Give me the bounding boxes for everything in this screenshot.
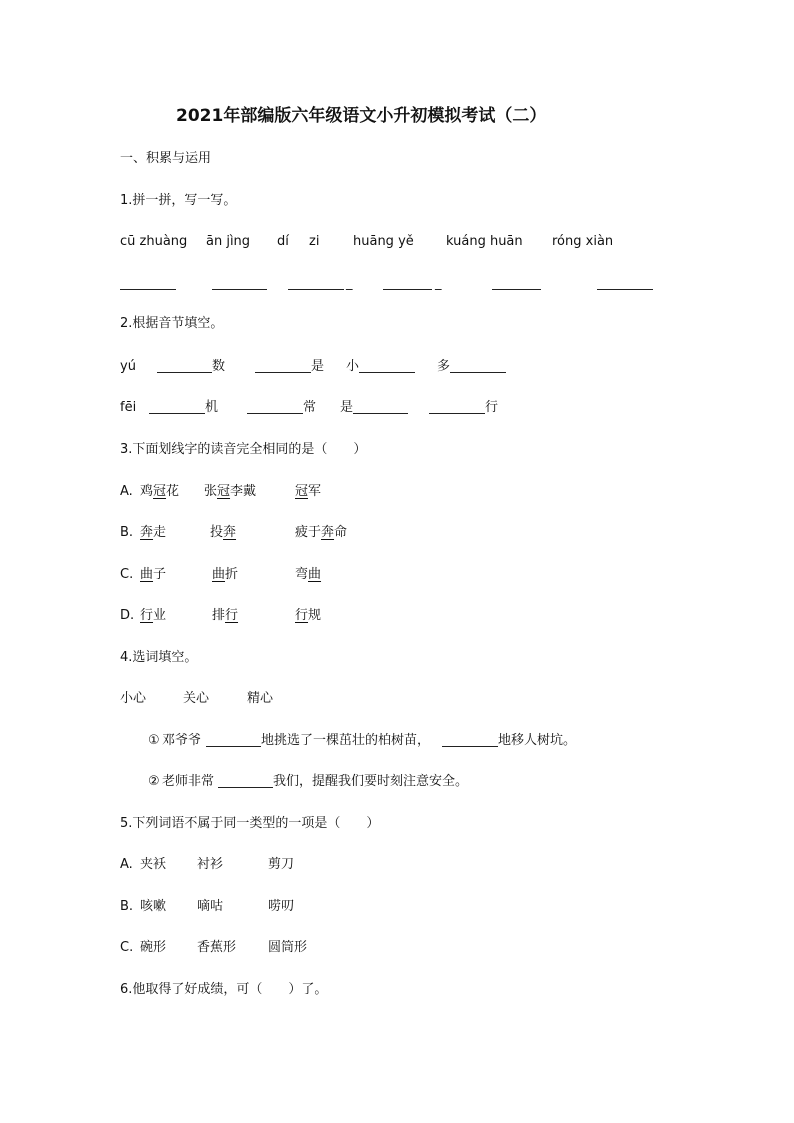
option-word: 唠叨 [268,899,295,914]
dash-mark: _ [435,276,442,291]
fill-word: 多 [437,359,451,374]
option-label: A. [120,857,133,872]
pinyin-3: dí [277,234,289,249]
answer-blank[interactable] [442,746,498,747]
sentence-text: 老师非常 [162,774,215,789]
option-word: 嘀咕 [197,899,224,914]
option-word: 冠军 [295,484,322,499]
pinyin-6: kuáng huān [446,234,523,249]
syllable-fei: fēi [120,400,137,415]
answer-blank[interactable] [450,372,506,373]
pinyin-7: róng xiàn [552,234,614,249]
option-label: B. [120,899,134,914]
answer-blank[interactable] [288,289,344,290]
fill-word: 是 [340,400,354,415]
option-word: 碗形 [140,940,167,955]
option-word: 香蕉形 [197,940,237,955]
page-title: 2021年部编版六年级语文小升初模拟考试（二） [176,106,547,126]
fill-word: 小 [346,359,360,374]
question-1-prompt: 1.拼一拼，写一写。 [120,193,237,208]
option-word: 弯曲 [295,567,322,582]
section-heading: 一、积累与运用 [120,151,212,166]
option-word: 鸡冠花 [140,484,180,499]
dash-mark: _ [346,276,353,291]
answer-blank[interactable] [149,413,205,414]
answer-blank[interactable] [120,289,176,290]
word-choice: 小心 [120,691,147,706]
sentence-number: ② [148,774,160,789]
fill-word: 机 [205,400,219,415]
answer-blank[interactable] [206,746,261,747]
option-word: 疲于奔命 [295,525,348,540]
option-label: B. [120,525,134,540]
answer-blank[interactable] [255,372,311,373]
pinyin-5: huāng yě [353,234,414,249]
option-label: D. [120,608,135,623]
word-choice: 精心 [247,691,274,706]
fill-word: 行 [485,400,499,415]
option-label: A. [120,484,133,499]
option-word: 奔走 [140,525,167,540]
answer-blank[interactable] [383,289,432,290]
sentence-text: 地移人树坑。 [498,733,577,748]
option-word: 张冠李戴 [204,484,257,499]
option-word: 夹袄 [140,857,167,872]
option-word: 圆筒形 [268,940,308,955]
question-4-prompt: 4.选词填空。 [120,650,198,665]
option-word: 曲折 [212,567,239,582]
option-label: C. [120,567,134,582]
pinyin-4: zi [309,234,320,249]
answer-blank[interactable] [247,413,303,414]
fill-word: 数 [212,359,226,374]
sentence-text: 地挑选了一棵茁壮的柏树苗， [261,733,431,748]
option-word: 曲子 [140,567,167,582]
question-5-prompt: 5.下列词语不属于同一类型的一项是（ ） [120,816,380,831]
option-label: C. [120,940,134,955]
option-word: 剪刀 [268,857,295,872]
answer-blank[interactable] [597,289,653,290]
pinyin-1: cū zhuàng [120,234,188,249]
question-3-prompt: 3.下面划线字的读音完全相同的是（ ） [120,442,367,457]
sentence-number: ① [148,733,160,748]
answer-blank[interactable] [212,289,267,290]
answer-blank[interactable] [353,413,408,414]
answer-blank[interactable] [359,372,415,373]
answer-blank[interactable] [218,787,273,788]
option-word: 衬衫 [197,857,224,872]
option-word: 投奔 [210,525,237,540]
option-word: 行业 [140,608,167,623]
fill-word: 常 [303,400,317,415]
sentence-text: 邓爷爷 [162,733,202,748]
question-6-prompt: 6.他取得了好成绩，可（ ）了。 [120,982,328,997]
answer-blank[interactable] [492,289,541,290]
answer-blank[interactable] [429,413,485,414]
answer-blank[interactable] [157,372,212,373]
option-word: 行规 [295,608,322,623]
question-2-prompt: 2.根据音节填空。 [120,316,224,331]
sentence-text: 我们，提醒我们要时刻注意安全。 [273,774,469,789]
option-word: 咳嗽 [140,899,167,914]
pinyin-2: ān jìng [206,234,251,249]
syllable-yu: yú [120,359,136,374]
fill-word: 是 [311,359,325,374]
word-choice: 关心 [183,691,210,706]
option-word: 排行 [212,608,239,623]
